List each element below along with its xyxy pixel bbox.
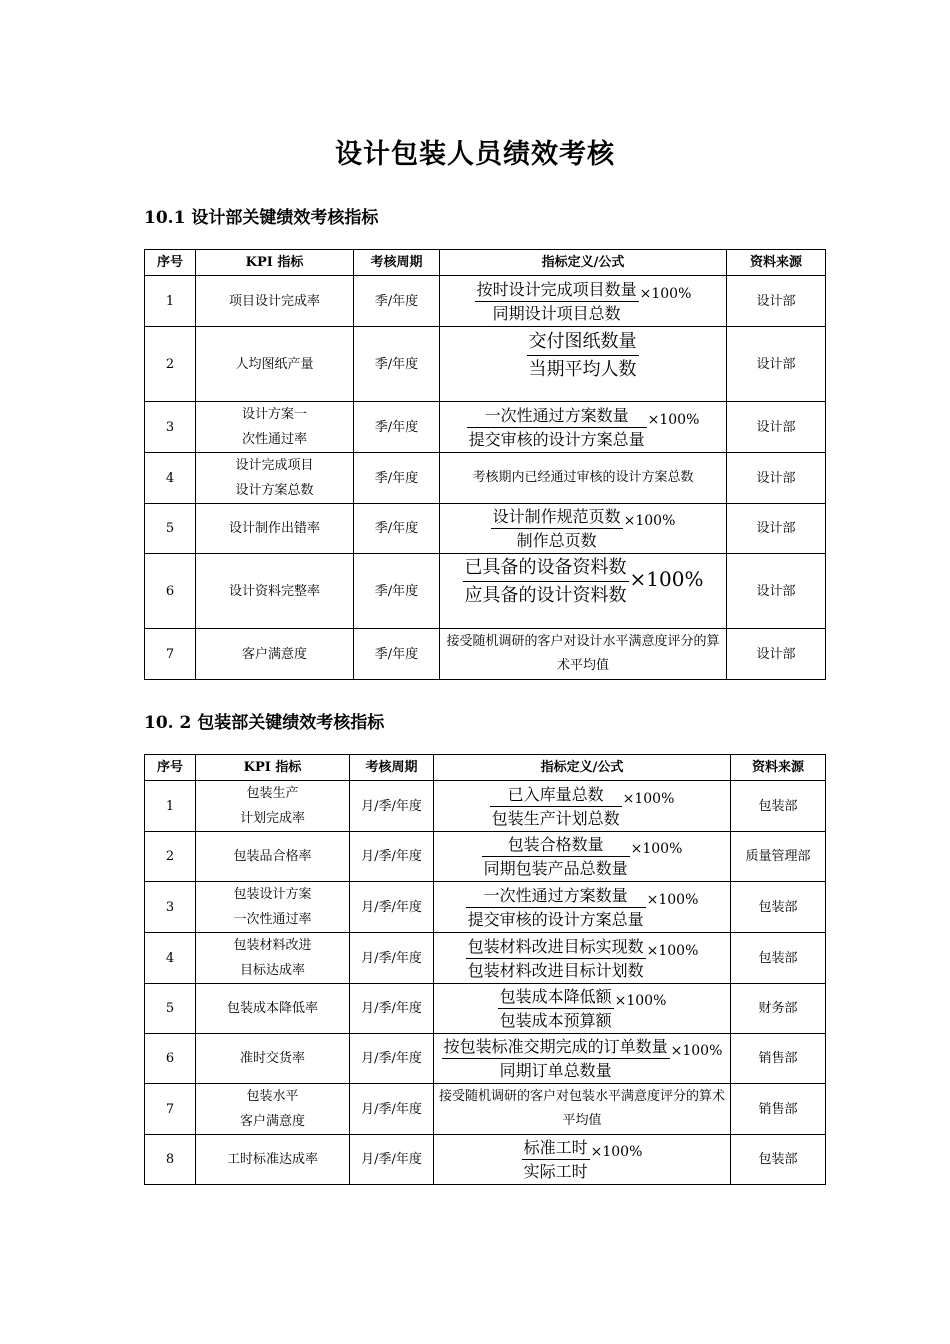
row-formula xyxy=(440,504,727,554)
row-no: 5 xyxy=(145,504,196,554)
formula-numerator: 按时设计完成项目数量 xyxy=(475,279,639,302)
formula-numerator: 按包装标准交期完成的订单数量 xyxy=(442,1036,670,1059)
row-formula xyxy=(440,554,727,629)
formula-multiplier: ×100% xyxy=(630,841,683,857)
kpi-line: 包装材料改进 xyxy=(233,938,312,953)
formula-multiplier: ×100% xyxy=(646,891,699,908)
table-row xyxy=(145,327,826,402)
row-kpi xyxy=(196,1084,350,1135)
row-source: 质量管理部 xyxy=(731,832,826,882)
formula-numerator: 标准工时 xyxy=(522,1137,590,1160)
row-period: 月/季/年度 xyxy=(350,1084,434,1135)
table-row xyxy=(145,453,826,504)
kpi-line: 项目设计完成率 xyxy=(228,293,320,309)
row-no: 6 xyxy=(145,1034,196,1084)
row-kpi xyxy=(196,933,350,984)
formula-denominator: 提交审核的设计方案总量 xyxy=(468,429,645,449)
kpi-line: 设计完成项目 xyxy=(235,458,314,473)
row-formula xyxy=(440,327,727,402)
definition-text: 接受随机调研的客户对设计水平满意度评分的算术平均值 xyxy=(446,634,720,673)
definition-text: 接受随机调研的客户对包装水平满意度评分的算术平均值 xyxy=(438,1089,725,1128)
kpi-line: 包装成本降低率 xyxy=(226,1001,318,1016)
formula-denominator: 应具备的设计资料数 xyxy=(464,585,627,606)
formula-multiplier: ×100% xyxy=(622,790,675,807)
formula-numerator: 一次性通过方案数量 xyxy=(467,405,647,428)
definition-text: 考核期内已经通过审核的设计方案总数 xyxy=(472,470,694,485)
kpi-line: 设计制作出错率 xyxy=(228,521,320,536)
row-period: 季/年度 xyxy=(354,504,440,554)
table-row xyxy=(145,832,826,882)
row-period: 月/季/年度 xyxy=(350,832,434,882)
kpi-line: 包装设计方案 xyxy=(233,887,312,902)
formula-numerator: 包装成本降低额 xyxy=(498,986,614,1009)
row-source: 包装部 xyxy=(731,1135,826,1185)
formula-multiplier: ×100% xyxy=(590,1144,643,1160)
formula-denominator: 包装材料改进目标计划数 xyxy=(467,960,644,980)
header-definition: 指标定义/公式 xyxy=(440,250,727,276)
header-kpi: KPI 指标 xyxy=(196,755,350,781)
formula-denominator: 同期包装产品总数量 xyxy=(483,859,628,878)
formula-multiplier: ×100% xyxy=(629,567,704,591)
row-no: 7 xyxy=(145,629,196,680)
row-source: 设计部 xyxy=(727,629,826,680)
formula-numerator: 包装材料改进目标实现数 xyxy=(466,936,646,959)
table-row xyxy=(145,882,826,933)
row-period: 月/季/年度 xyxy=(350,781,434,832)
header-source: 资料来源 xyxy=(731,755,826,781)
row-source: 设计部 xyxy=(727,554,826,629)
header-period: 考核周期 xyxy=(354,250,440,276)
kpi-line: 设计方案一 xyxy=(241,407,307,422)
row-period: 月/季/年度 xyxy=(350,882,434,933)
table-row xyxy=(145,276,826,327)
formula-numerator: 设计制作规范页数 xyxy=(491,506,623,529)
table-row xyxy=(145,1135,826,1185)
row-formula xyxy=(434,832,731,882)
kpi-line: 包装水平 xyxy=(246,1089,299,1104)
table-row xyxy=(145,933,826,984)
row-definition xyxy=(434,1084,731,1135)
formula-denominator: 包装成本预算额 xyxy=(499,1011,612,1030)
formula-denominator: 提交审核的设计方案总量 xyxy=(467,909,644,929)
kpi-line: 计划完成率 xyxy=(239,811,305,826)
kpi-line: 工时标准达成率 xyxy=(226,1152,318,1167)
row-source: 包装部 xyxy=(731,933,826,984)
formula-denominator: 制作总页数 xyxy=(516,531,597,550)
formula-multiplier: ×100% xyxy=(614,993,667,1009)
row-formula xyxy=(440,276,727,327)
row-formula xyxy=(434,984,731,1034)
kpi-line: 次性通过率 xyxy=(241,432,307,447)
row-no: 8 xyxy=(145,1135,196,1185)
row-no: 6 xyxy=(145,554,196,629)
row-formula xyxy=(434,781,731,832)
formula-multiplier: ×100% xyxy=(670,1043,723,1059)
kpi-line: 一次性通过率 xyxy=(233,912,312,927)
formula-denominator: 同期订单总数量 xyxy=(499,1061,612,1080)
row-kpi xyxy=(196,327,354,402)
row-period: 月/季/年度 xyxy=(350,1135,434,1185)
kpi-line: 设计方案总数 xyxy=(235,483,314,498)
row-source: 包装部 xyxy=(731,781,826,832)
row-formula xyxy=(434,933,731,984)
row-kpi xyxy=(196,1034,350,1084)
table-header-row xyxy=(145,250,826,276)
row-kpi xyxy=(196,984,350,1034)
row-no: 4 xyxy=(145,933,196,984)
table-row xyxy=(145,629,826,680)
formula-multiplier: ×100% xyxy=(639,285,692,302)
formula-multiplier: ×100% xyxy=(623,513,676,529)
row-no: 5 xyxy=(145,984,196,1034)
row-kpi xyxy=(196,504,354,554)
row-no: 1 xyxy=(145,781,196,832)
kpi-line: 客户满意度 xyxy=(241,646,307,662)
row-definition xyxy=(440,453,727,504)
formula-denominator: 同期设计项目总数 xyxy=(492,303,621,323)
row-period: 季/年度 xyxy=(354,327,440,402)
formula-numerator: 交付图纸数量 xyxy=(527,329,639,356)
row-no: 2 xyxy=(145,832,196,882)
header-period: 考核周期 xyxy=(350,755,434,781)
row-no: 4 xyxy=(145,453,196,504)
row-no: 3 xyxy=(145,402,196,453)
row-kpi xyxy=(196,453,354,504)
formula-multiplier: ×100% xyxy=(646,942,699,959)
row-source: 销售部 xyxy=(731,1084,826,1135)
row-source: 设计部 xyxy=(727,504,826,554)
header-kpi: KPI 指标 xyxy=(196,250,354,276)
header-no: 序号 xyxy=(145,250,196,276)
row-source: 设计部 xyxy=(727,453,826,504)
kpi-line: 包装生产 xyxy=(246,786,299,801)
row-source: 设计部 xyxy=(727,402,826,453)
row-kpi xyxy=(196,276,354,327)
row-period: 月/季/年度 xyxy=(350,933,434,984)
section1-heading: 10.1 设计部关键绩效考核指标 xyxy=(144,208,379,228)
table-row xyxy=(145,504,826,554)
row-source: 包装部 xyxy=(731,882,826,933)
kpi-line: 准时交货率 xyxy=(239,1051,305,1066)
row-formula xyxy=(440,402,727,453)
design-kpi-table xyxy=(144,249,826,680)
formula-denominator: 包装生产计划总数 xyxy=(491,808,620,828)
row-source: 财务部 xyxy=(731,984,826,1034)
table-row xyxy=(145,554,826,629)
kpi-line: 人均图纸产量 xyxy=(235,356,314,372)
packaging-kpi-table xyxy=(144,754,826,1185)
formula-numerator: 一次性通过方案数量 xyxy=(466,885,646,908)
kpi-line: 客户满意度 xyxy=(239,1114,305,1129)
row-kpi xyxy=(196,554,354,629)
row-no: 3 xyxy=(145,882,196,933)
formula-numerator: 已具备的设备资料数 xyxy=(463,555,629,582)
formula-numerator: 已入库量总数 xyxy=(490,784,622,807)
table-header-row xyxy=(145,755,826,781)
row-source: 销售部 xyxy=(731,1034,826,1084)
row-formula xyxy=(434,882,731,933)
row-source: 设计部 xyxy=(727,327,826,402)
row-period: 月/季/年度 xyxy=(350,1034,434,1084)
row-definition xyxy=(440,629,727,680)
header-definition: 指标定义/公式 xyxy=(434,755,731,781)
table-row xyxy=(145,1084,826,1135)
table-row xyxy=(145,1034,826,1084)
row-no: 7 xyxy=(145,1084,196,1135)
formula-denominator: 实际工时 xyxy=(523,1162,588,1181)
section2-heading: 10. 2 包装部关键绩效考核指标 xyxy=(144,713,385,733)
row-period: 季/年度 xyxy=(354,276,440,327)
header-source: 资料来源 xyxy=(727,250,826,276)
table-row xyxy=(145,402,826,453)
formula-multiplier: ×100% xyxy=(647,411,700,428)
row-period: 季/年度 xyxy=(354,453,440,504)
row-period: 季/年度 xyxy=(354,554,440,629)
header-no: 序号 xyxy=(145,755,196,781)
row-period: 季/年度 xyxy=(354,629,440,680)
row-source: 设计部 xyxy=(727,276,826,327)
page-title: 设计包装人员绩效考核 xyxy=(335,139,615,170)
kpi-line: 目标达成率 xyxy=(239,963,305,978)
kpi-line: 设计资料完整率 xyxy=(228,583,320,599)
table-row xyxy=(145,781,826,832)
row-kpi xyxy=(196,781,350,832)
row-formula xyxy=(434,1135,731,1185)
row-period: 季/年度 xyxy=(354,402,440,453)
row-kpi xyxy=(196,402,354,453)
row-no: 2 xyxy=(145,327,196,402)
row-kpi xyxy=(196,882,350,933)
row-kpi xyxy=(196,629,354,680)
row-no: 1 xyxy=(145,276,196,327)
row-kpi xyxy=(196,1135,350,1185)
formula-numerator: 包装合格数量 xyxy=(482,834,630,857)
row-period: 月/季/年度 xyxy=(350,984,434,1034)
kpi-line: 包装品合格率 xyxy=(233,849,312,864)
formula-denominator: 当期平均人数 xyxy=(528,359,637,380)
row-kpi xyxy=(196,832,350,882)
table-row xyxy=(145,984,826,1034)
row-formula xyxy=(434,1034,731,1084)
